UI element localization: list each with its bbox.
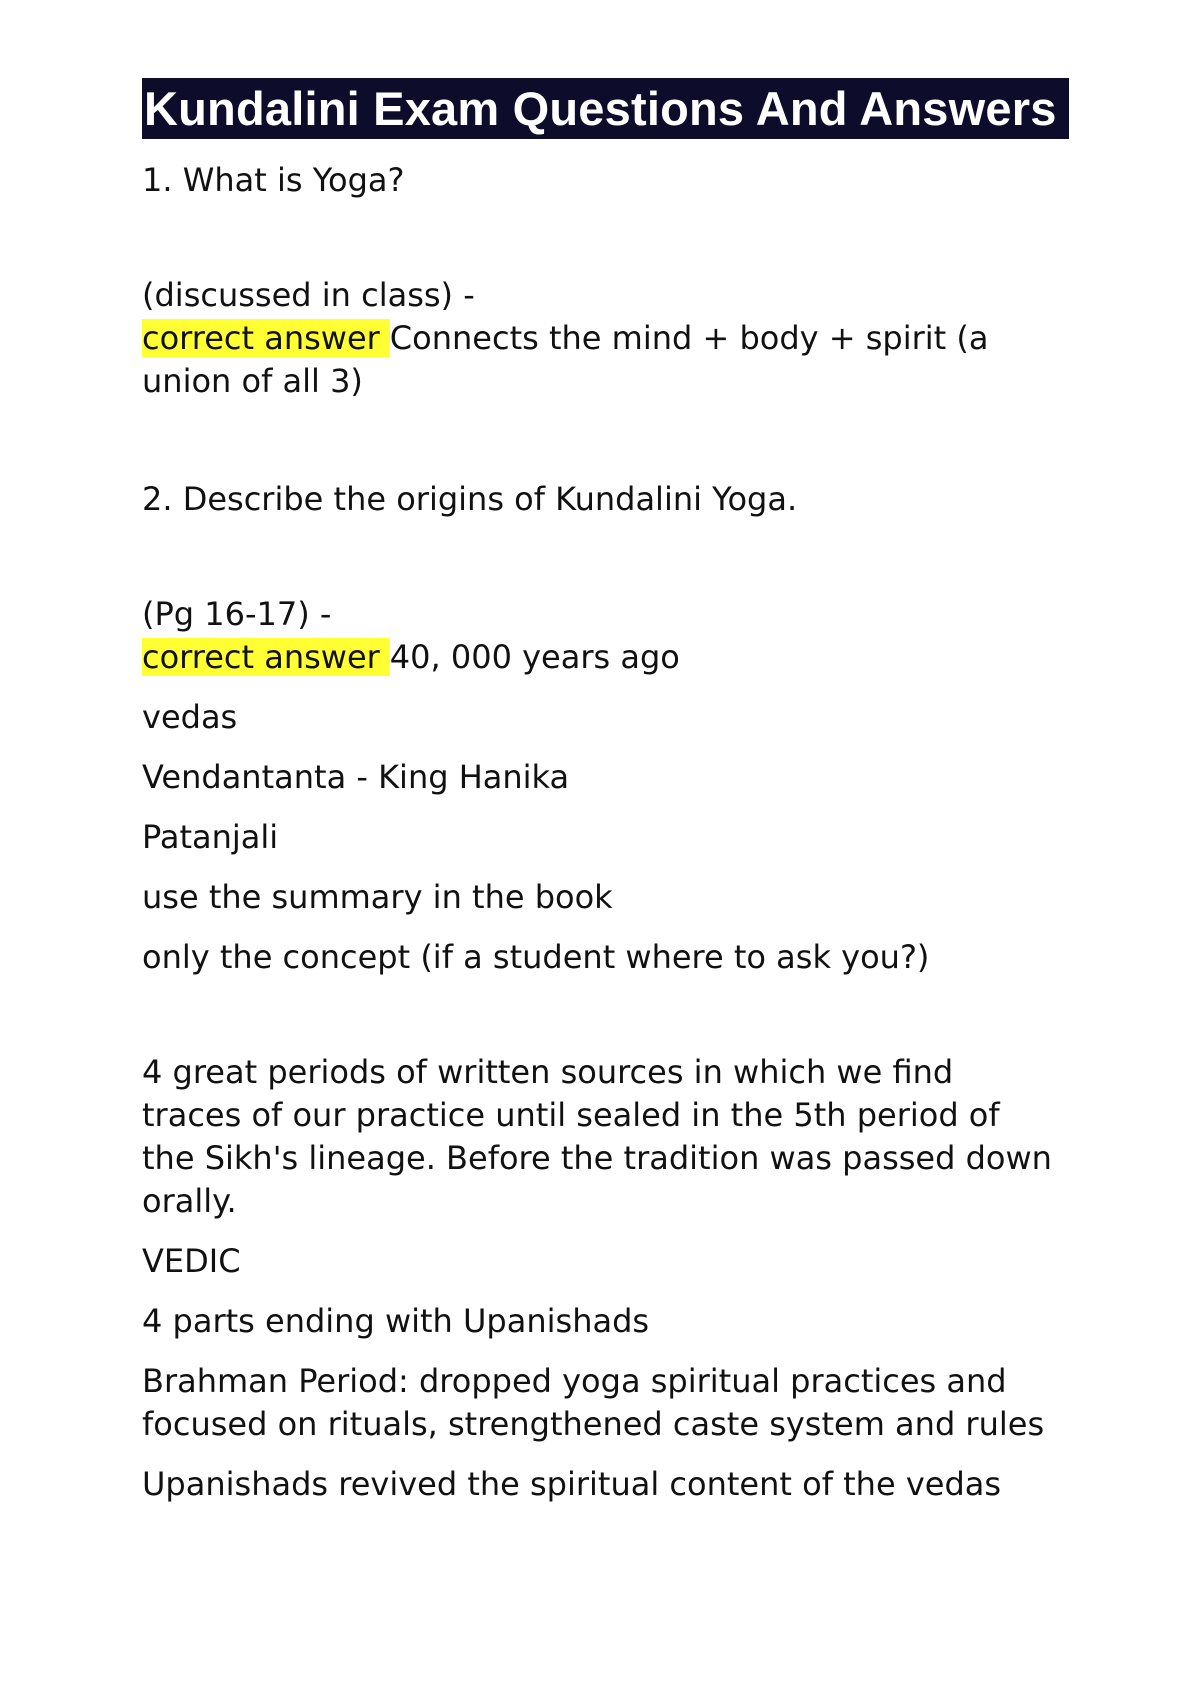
answer-line: Brahman Period: dropped yoga spiritual practices and focused on rituals, strengthened caste system and rules [142, 1362, 1045, 1443]
answer-line: only the concept (if a student where to ask you?) [142, 938, 930, 976]
periods-paragraph: 4 great periods of written sources in which we find traces of our practice until sealed in the 5th period of the Sikh's lineage. Before the tradition was passed down orally. [142, 1053, 1052, 1220]
correct-answer-highlight: correct answer [142, 319, 390, 357]
answer-line: use the summary in the book [142, 878, 613, 916]
question-1-note: (discussed in class) - [142, 276, 475, 314]
answer-line: 4 parts ending with Upanishads [142, 1302, 650, 1340]
document-title: Kundalini Exam Questions And Answers [142, 78, 1069, 139]
answer-line: Patanjali [142, 818, 279, 856]
question-1: 1. What is Yoga? [142, 161, 405, 199]
question-2-note: (Pg 16-17) - [142, 595, 332, 633]
correct-answer-highlight: correct answer [142, 638, 390, 676]
question-2: 2. Describe the origins of Kundalini Yoga. [142, 480, 798, 518]
answer-text: Connects the mind + body + spirit (a union of all 3) [142, 319, 989, 400]
question-1-answer [142, 317, 1062, 403]
question-2-answer [142, 636, 1062, 679]
answer-line: vedas [142, 698, 238, 736]
answer-line: Upanishads revived the spiritual content of the vedas [142, 1465, 1002, 1503]
answer-line: Vendantanta - King Hanika [142, 758, 570, 796]
answer-text: 40, 000 years ago [389, 638, 680, 676]
answer-line: VEDIC [142, 1242, 241, 1280]
document-page [142, 78, 1062, 1506]
